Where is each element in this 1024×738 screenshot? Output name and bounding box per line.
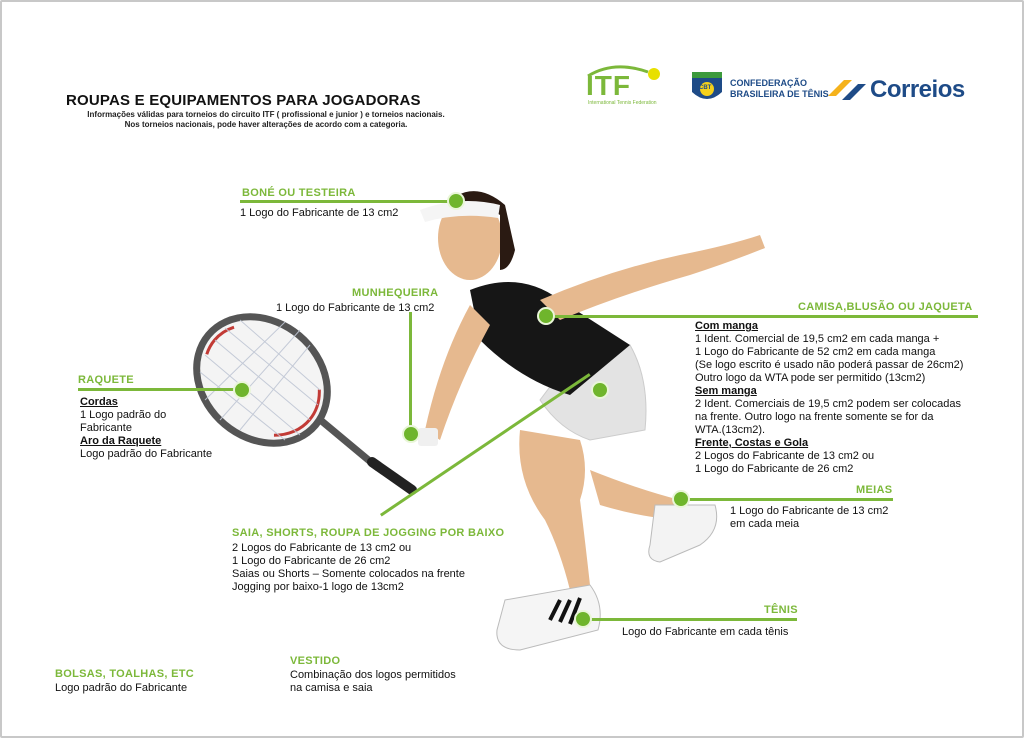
vestido-line-1: Combinação dos logos permitidos	[290, 669, 456, 681]
munhequeira-connector-line	[409, 312, 412, 434]
saia-block	[232, 542, 532, 594]
bone-marker-dot	[447, 192, 465, 210]
meias-marker-dot	[672, 490, 690, 508]
bolsas-text: Logo padrão do Fabricante	[55, 682, 188, 694]
cordas-line-2: Fabricante	[80, 422, 132, 434]
saia-line: Saias ou Shorts – Somente colocados na frente	[232, 568, 465, 580]
tenis-connector-line	[583, 618, 797, 621]
saia-line: Jogging por baixo-1 logo de 13cm2	[232, 581, 404, 593]
vestido-heading: VESTIDO	[290, 655, 341, 667]
munhequeira-heading: MUNHEQUEIRA	[352, 287, 439, 299]
com-manga-line: 1 Ident. Comercial de 19,5 cm2 em cada manga +	[695, 333, 940, 345]
sem-manga-line: WTA.(13cm2).	[695, 424, 766, 436]
cbt-name	[730, 78, 829, 100]
sem-manga-line: 2 Ident. Comerciais de 19,5 cm2 podem ser colocadas	[695, 398, 961, 410]
aro-label: Aro da Raquete	[80, 435, 162, 447]
saia-heading: SAIA, SHORTS, ROUPA DE JOGGING POR BAIXO	[232, 527, 505, 539]
com-manga-line: 1 Logo do Fabricante de 52 cm2 em cada manga	[695, 346, 936, 358]
camisa-block	[695, 320, 995, 476]
subtitle-line-2: Nos torneios nacionais, pode haver alterações de acordo com a categoria.	[124, 120, 408, 129]
raquete-connector-line	[78, 388, 243, 391]
vestido-line-2: na camisa e saia	[290, 682, 373, 694]
bone-heading: BONÉ OU TESTEIRA	[242, 187, 356, 199]
itf-tagline: International Tennis Federation	[588, 100, 657, 106]
raquete-heading: RAQUETE	[78, 374, 134, 386]
cbt-logo	[690, 70, 829, 106]
raquete-block	[80, 396, 230, 461]
meias-line-1: 1 Logo do Fabricante de 13 cm2	[730, 505, 889, 517]
frente-line: 1 Logo do Fabricante de 26 cm2	[695, 463, 854, 475]
itf-logo	[584, 62, 668, 108]
cbt-line-1: CONFEDERAÇÃO	[730, 78, 808, 88]
sem-manga-label: Sem manga	[695, 385, 757, 397]
cbt-badge: CBT	[699, 85, 712, 91]
tenis-text: Logo do Fabricante em cada tênis	[622, 626, 789, 638]
saia-line: 2 Logos do Fabricante de 13 cm2 ou	[232, 542, 412, 554]
saia-marker-dot	[591, 381, 609, 399]
raquete-marker-dot	[233, 381, 251, 399]
bone-connector-line	[240, 200, 458, 203]
page-subtitle	[66, 110, 466, 130]
munhequeira-text: 1 Logo do Fabricante de 13 cm2	[276, 302, 435, 314]
meias-connector-line	[680, 498, 893, 501]
bone-text: 1 Logo do Fabricante de 13 cm2	[240, 207, 399, 219]
cbt-line-2: BRASILEIRA DE TÊNIS	[730, 89, 829, 99]
itf-mark: ITF	[586, 70, 631, 101]
com-manga-line: (Se logo escrito é usado não poderá passar de 26cm2)	[695, 359, 964, 371]
subtitle-line-1: Informações válidas para torneios do circuito ITF ( profissional e junior ) e torneios nacionais.	[87, 110, 445, 119]
camisa-connector-line	[550, 315, 978, 318]
correios-name: Correios	[870, 76, 965, 103]
bolsas-heading: BOLSAS, TOALHAS, ETC	[55, 668, 195, 680]
cordas-label: Cordas	[80, 396, 118, 408]
meias-block	[730, 505, 888, 531]
com-manga-label: Com manga	[695, 320, 758, 332]
frente-line: 2 Logos do Fabricante de 13 cm2 ou	[695, 450, 875, 462]
meias-heading: MEIAS	[856, 484, 893, 496]
correios-logo	[826, 72, 976, 104]
com-manga-line: Outro logo da WTA pode ser permitido (13cm2)	[695, 372, 926, 384]
munhequeira-marker-dot	[402, 425, 420, 443]
frente-label: Frente, Costas e Gola	[695, 437, 809, 449]
camisa-marker-dot	[537, 307, 555, 325]
meias-line-2: em cada meia	[730, 518, 800, 530]
sem-manga-line: na frente. Outro logo na frente somente se for da	[695, 411, 934, 423]
camisa-heading: CAMISA,BLUSÃO OU JAQUETA	[798, 301, 973, 313]
aro-text: Logo padrão do Fabricante	[80, 448, 213, 460]
cordas-line-1: 1 Logo padrão do	[80, 409, 167, 421]
page-title: ROUPAS E EQUIPAMENTOS PARA JOGADORAS	[66, 92, 421, 109]
saia-line: 1 Logo do Fabricante de 26 cm2	[232, 555, 391, 567]
vestido-block	[290, 669, 456, 695]
tenis-marker-dot	[574, 610, 592, 628]
tenis-heading: TÊNIS	[764, 604, 798, 616]
